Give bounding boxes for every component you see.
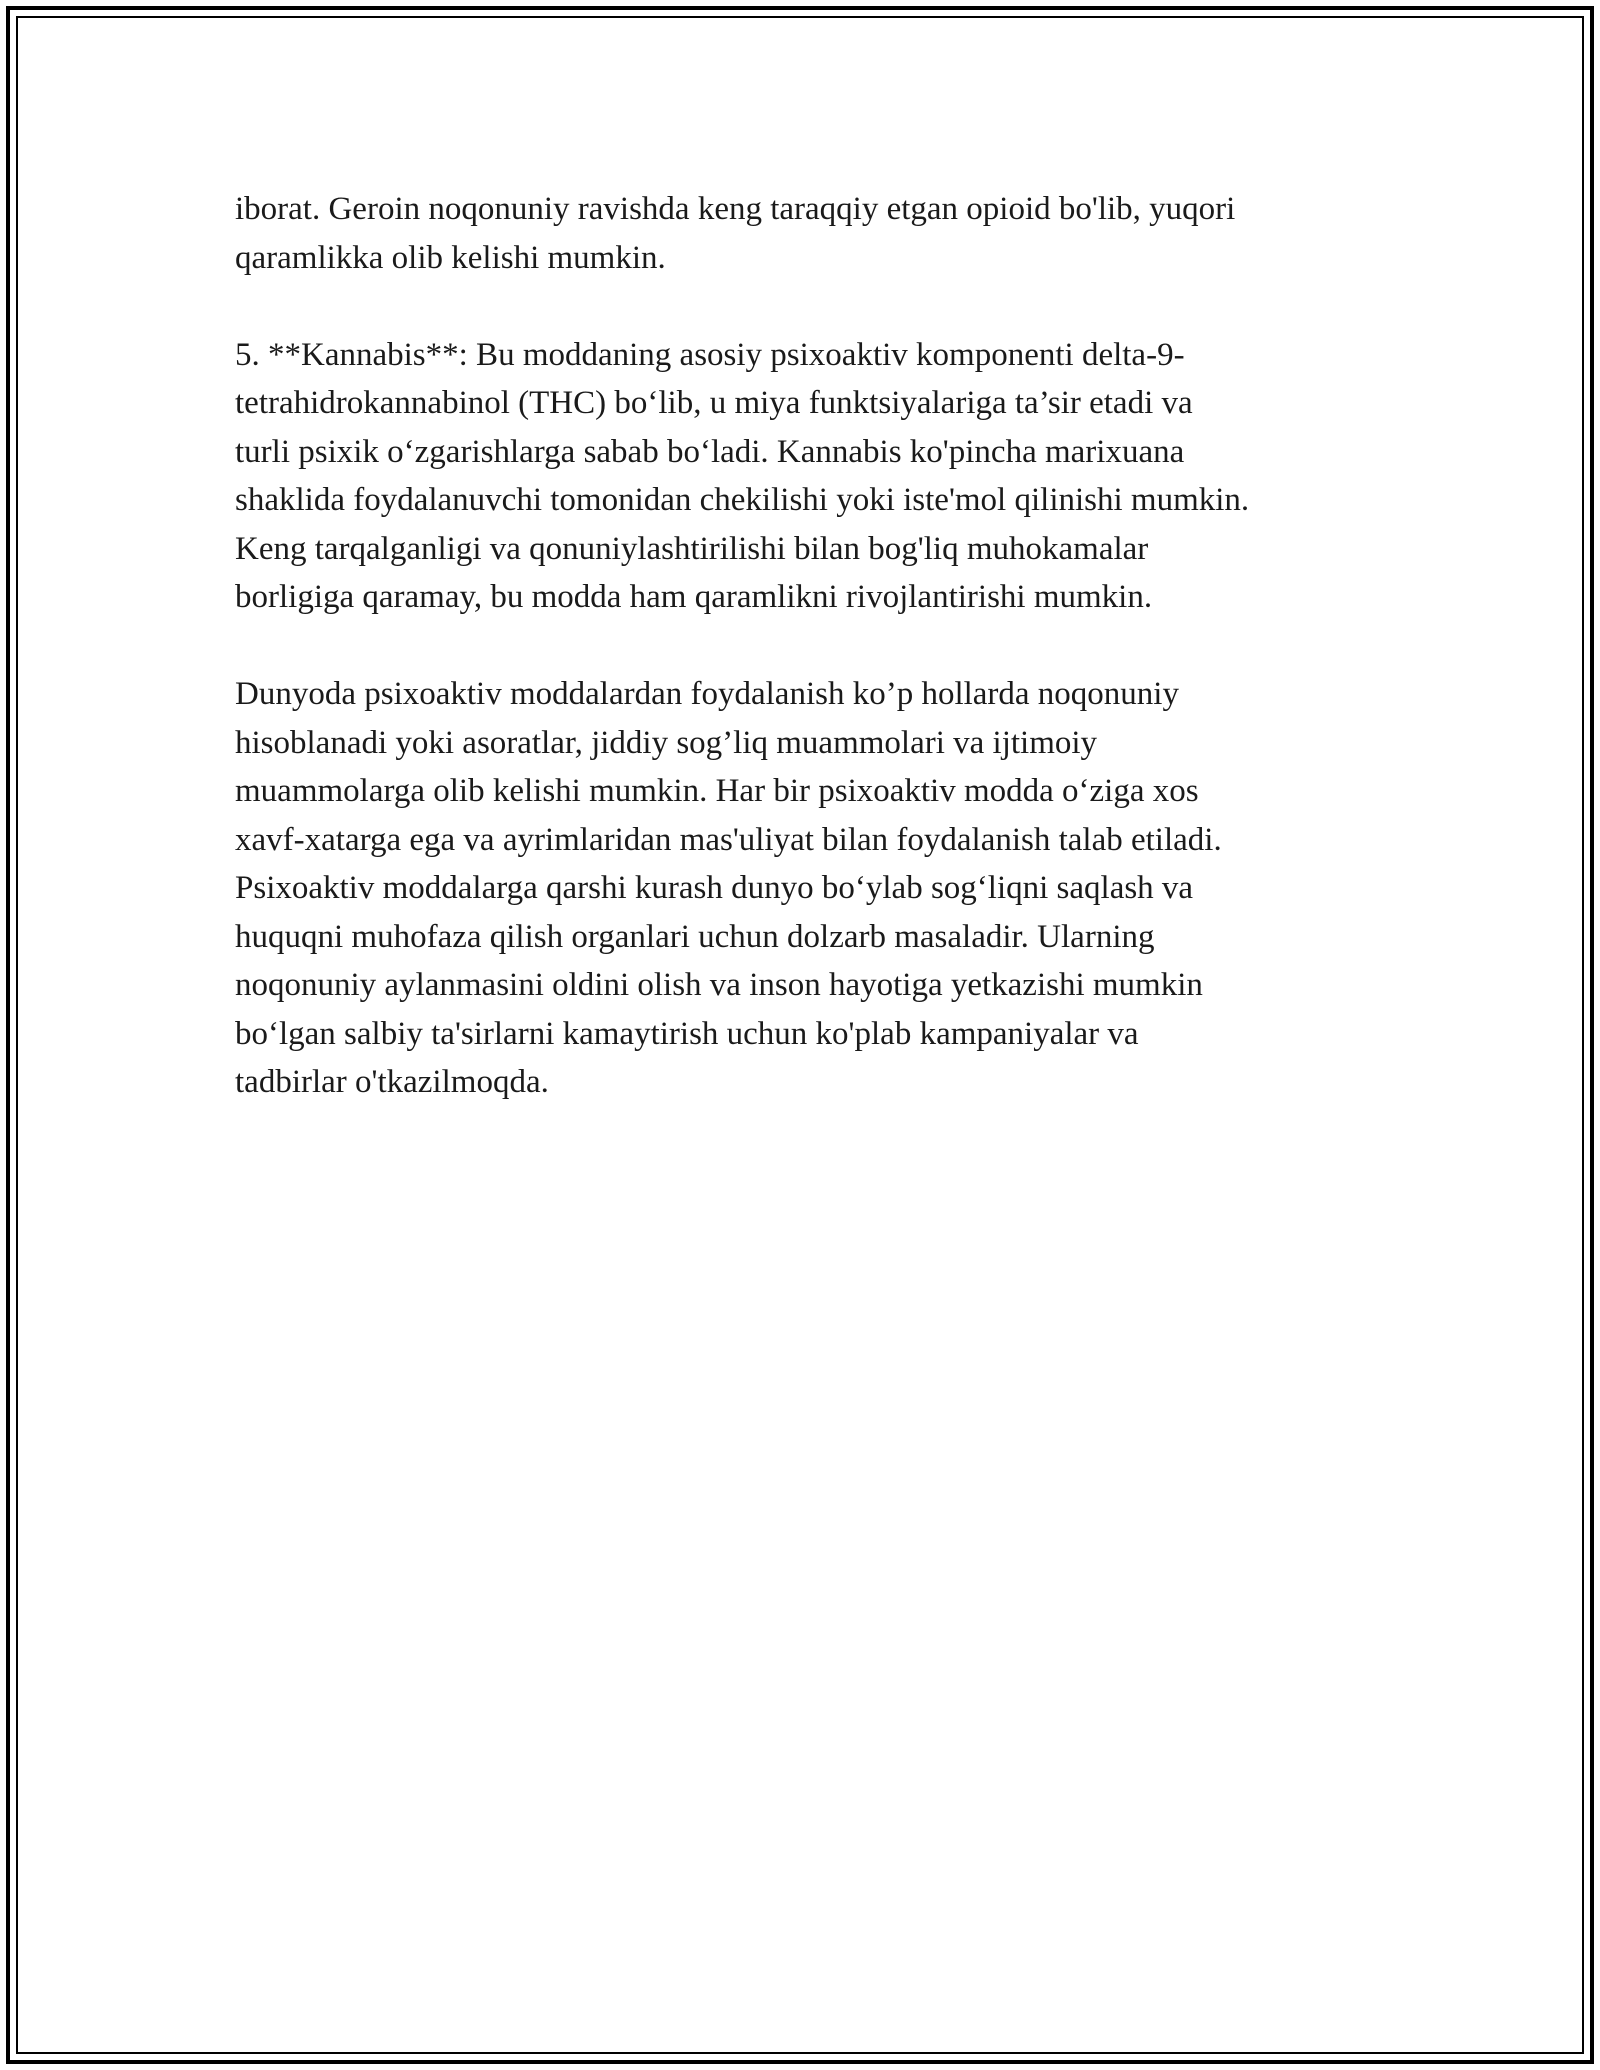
text-line: shaklida foydalanuvchi tomonidan chekilishi yoki iste'mol qilinishi mumkin.: [235, 482, 1250, 518]
text-line: xavf-xatarga ega va ayrimlaridan mas'uliyat bilan foydalanish talab etiladi.: [235, 821, 1222, 858]
text-line: Psixoaktiv moddalarga qarshi kurash dunyo bo‘ylab sog‘liqni saqlash va: [235, 870, 1194, 906]
text-line: tetrahidrokannabinol (THC) bo‘lib, u miya funktsiyalariga ta’sir etadi va: [235, 385, 1193, 421]
text-line: borligiga qaramay, bu modda ham qaramlikni rivojlantirishi mumkin.: [235, 579, 1153, 615]
text-line: iborat. Geroin noqonuniy ravishda keng taraqqiy etgan opioid bo'lib, yuqori: [235, 191, 1236, 227]
text-line: turli psixik o‘zgarishlarga sabab bo‘ladi. Kannabis ko'pincha marixuana: [235, 433, 1185, 470]
document-body: [235, 185, 1375, 1155]
text-line: qaramlikka olib kelishi mumkin.: [235, 239, 666, 276]
text-line: hisoblanadi yoki asoratlar, jiddiy sog’liq muammolari va ijtimoiy: [235, 724, 1098, 761]
text-line: tadbirlar o'tkazilmoqda.: [235, 1064, 549, 1100]
text-line: muammolarga olib kelishi mumkin. Har bir psixoaktiv modda o‘ziga xos: [235, 773, 1199, 809]
text-line: Keng tarqalganligi va qonuniylashtirilishi bilan bog'liq muhokamalar: [235, 530, 1149, 567]
paragraph-heroin-continuation: [235, 185, 1375, 282]
paragraph-conclusion: [235, 670, 1375, 1107]
paragraph-cannabis: [235, 331, 1375, 622]
text-line: bo‘lgan salbiy ta'sirlarni kamaytirish uchun ko'plab kampaniyalar va: [235, 1015, 1139, 1052]
text-line: noqonuniy aylanmasini oldini olish va inson hayotiga yetkazishi mumkin: [235, 967, 1203, 1003]
text-line: Dunyoda psixoaktiv moddalardan foydalanish ko’p hollarda noqonuniy: [235, 676, 1179, 712]
text-line: 5. **Kannabis**: Bu moddaning asosiy psixoaktiv komponenti delta-9-: [235, 336, 1185, 373]
text-line: huquqni muhofaza qilish organlari uchun dolzarb masaladir. Ularning: [235, 918, 1155, 955]
